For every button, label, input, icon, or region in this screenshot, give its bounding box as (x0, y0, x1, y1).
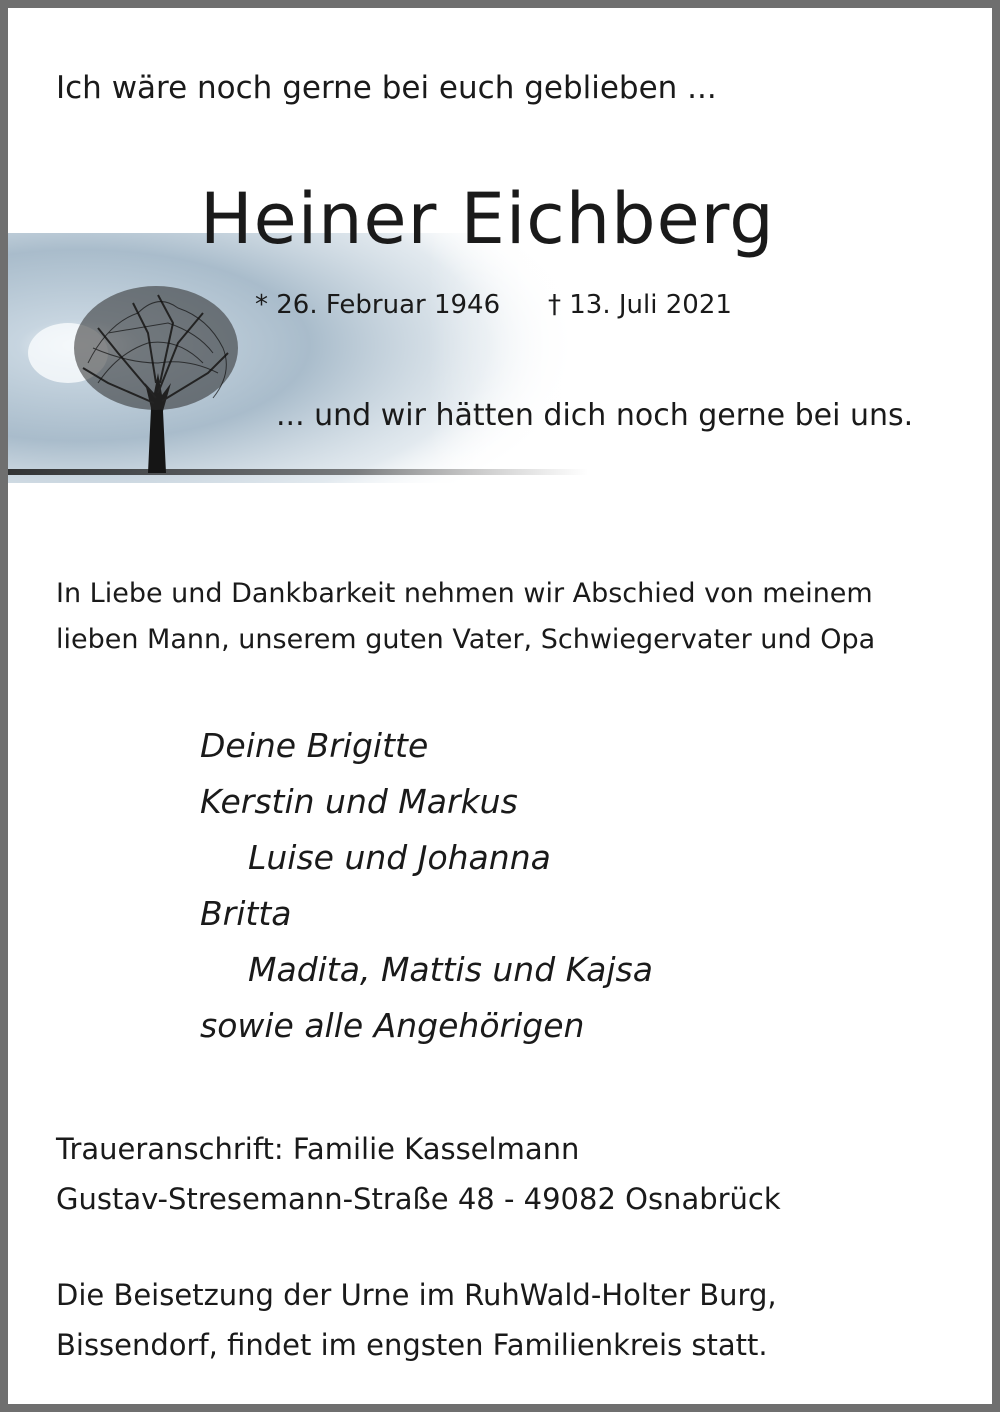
intro-line: Ich wäre noch gerne bei euch geblieben ... (56, 70, 717, 106)
tree-silhouette-icon (8, 233, 608, 493)
family-member: Deine Brigitte (200, 726, 429, 765)
family-member: Luise und Johanna (248, 838, 551, 877)
birth-date: * 26. Februar 1946 (255, 290, 501, 320)
family-member: Madita, Mattis und Kajsa (248, 950, 653, 989)
deceased-name: Heiner Eichberg (200, 178, 775, 260)
farewell-line-2: lieben Mann, unserem guten Vater, Schwiegervater und Opa (56, 624, 876, 655)
farewell-line-1: In Liebe und Dankbarkeit nehmen wir Abschied von meinem (56, 578, 873, 609)
burial-line-1: Die Beisetzung der Urne im RuhWald-Holter Burg, (56, 1278, 777, 1312)
burial-line-2: Bissendorf, findet im engsten Familienkreis statt. (56, 1328, 768, 1362)
address-line-1: Traueranschrift: Familie Kasselmann (56, 1132, 580, 1166)
family-member: sowie alle Angehörigen (200, 1006, 585, 1045)
outro-line: ... und wir hätten dich noch gerne bei uns. (276, 398, 914, 433)
death-date: † 13. Juli 2021 (548, 290, 732, 320)
address-line-2: Gustav-Stresemann-Straße 48 - 49082 Osnabrück (56, 1182, 781, 1216)
family-member: Kerstin und Markus (200, 782, 518, 821)
family-member: Britta (200, 894, 292, 933)
